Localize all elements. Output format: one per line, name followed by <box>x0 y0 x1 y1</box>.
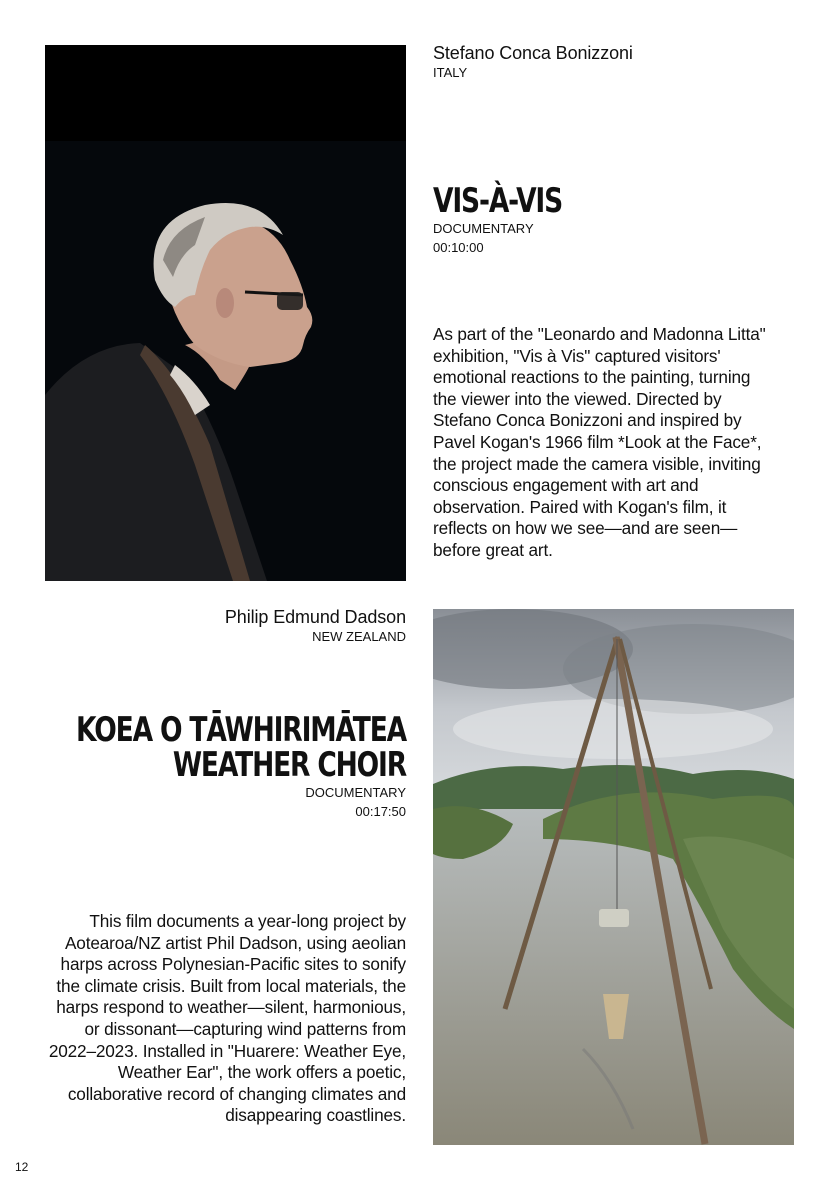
film-description: This film documents a year-long project by Aotearoa/NZ artist Phil Dadson, using aeolian harps across Polynesian-Pacific sites to sonify the climate crisis. Built from local materials, the harps respond to weather—silent, harmonious, or dissonant—capturing wind patterns from 2022–2023. Installed in "Huarere: Weather Eye, Weather Ear", the work offers a poetic, collaborative record of changing climates and disappearing coastlines. <box>48 911 406 1126</box>
director-country: NEW ZEALAND <box>312 629 406 644</box>
film-duration: 00:10:00 <box>433 240 484 255</box>
film-title-line-1: KOEA O TĀWHIRIMĀTEA <box>76 710 406 750</box>
director-name: Philip Edmund Dadson <box>224 607 406 627</box>
film-title <box>0 710 406 785</box>
film-title-line-2: WEATHER CHOIR <box>172 745 406 785</box>
director-block <box>433 42 803 81</box>
director-name: Stefano Conca Bonizzoni <box>433 43 633 63</box>
film-description: As part of the "Leonardo and Madonna Litta" exhibition, "Vis à Vis" captured visitors' emotional reactions to the painting, turning the viewer into the viewed. Directed by Stefano Conca Bonizzoni and inspired by Pavel Kogan's 1966 film *Look at the Face*, the project made the camera visible, inviting conscious engagement with art and observation. Paired with Kogan's film, it reflects on how we see—and are seen—before great art. <box>433 324 766 560</box>
film-still-vis-a-vis <box>45 45 406 581</box>
film-genre: DOCUMENTARY <box>305 785 406 800</box>
film-still-weather-choir <box>433 609 794 1145</box>
film-duration: 00:17:50 <box>355 804 406 819</box>
page-number: 12 <box>15 1160 29 1174</box>
film-title: VIS-À-VIS <box>433 181 563 221</box>
film-meta <box>305 783 406 821</box>
director-country: ITALY <box>433 65 468 80</box>
director-block <box>26 606 406 645</box>
film-meta <box>433 219 534 257</box>
film-genre: DOCUMENTARY <box>433 221 534 236</box>
